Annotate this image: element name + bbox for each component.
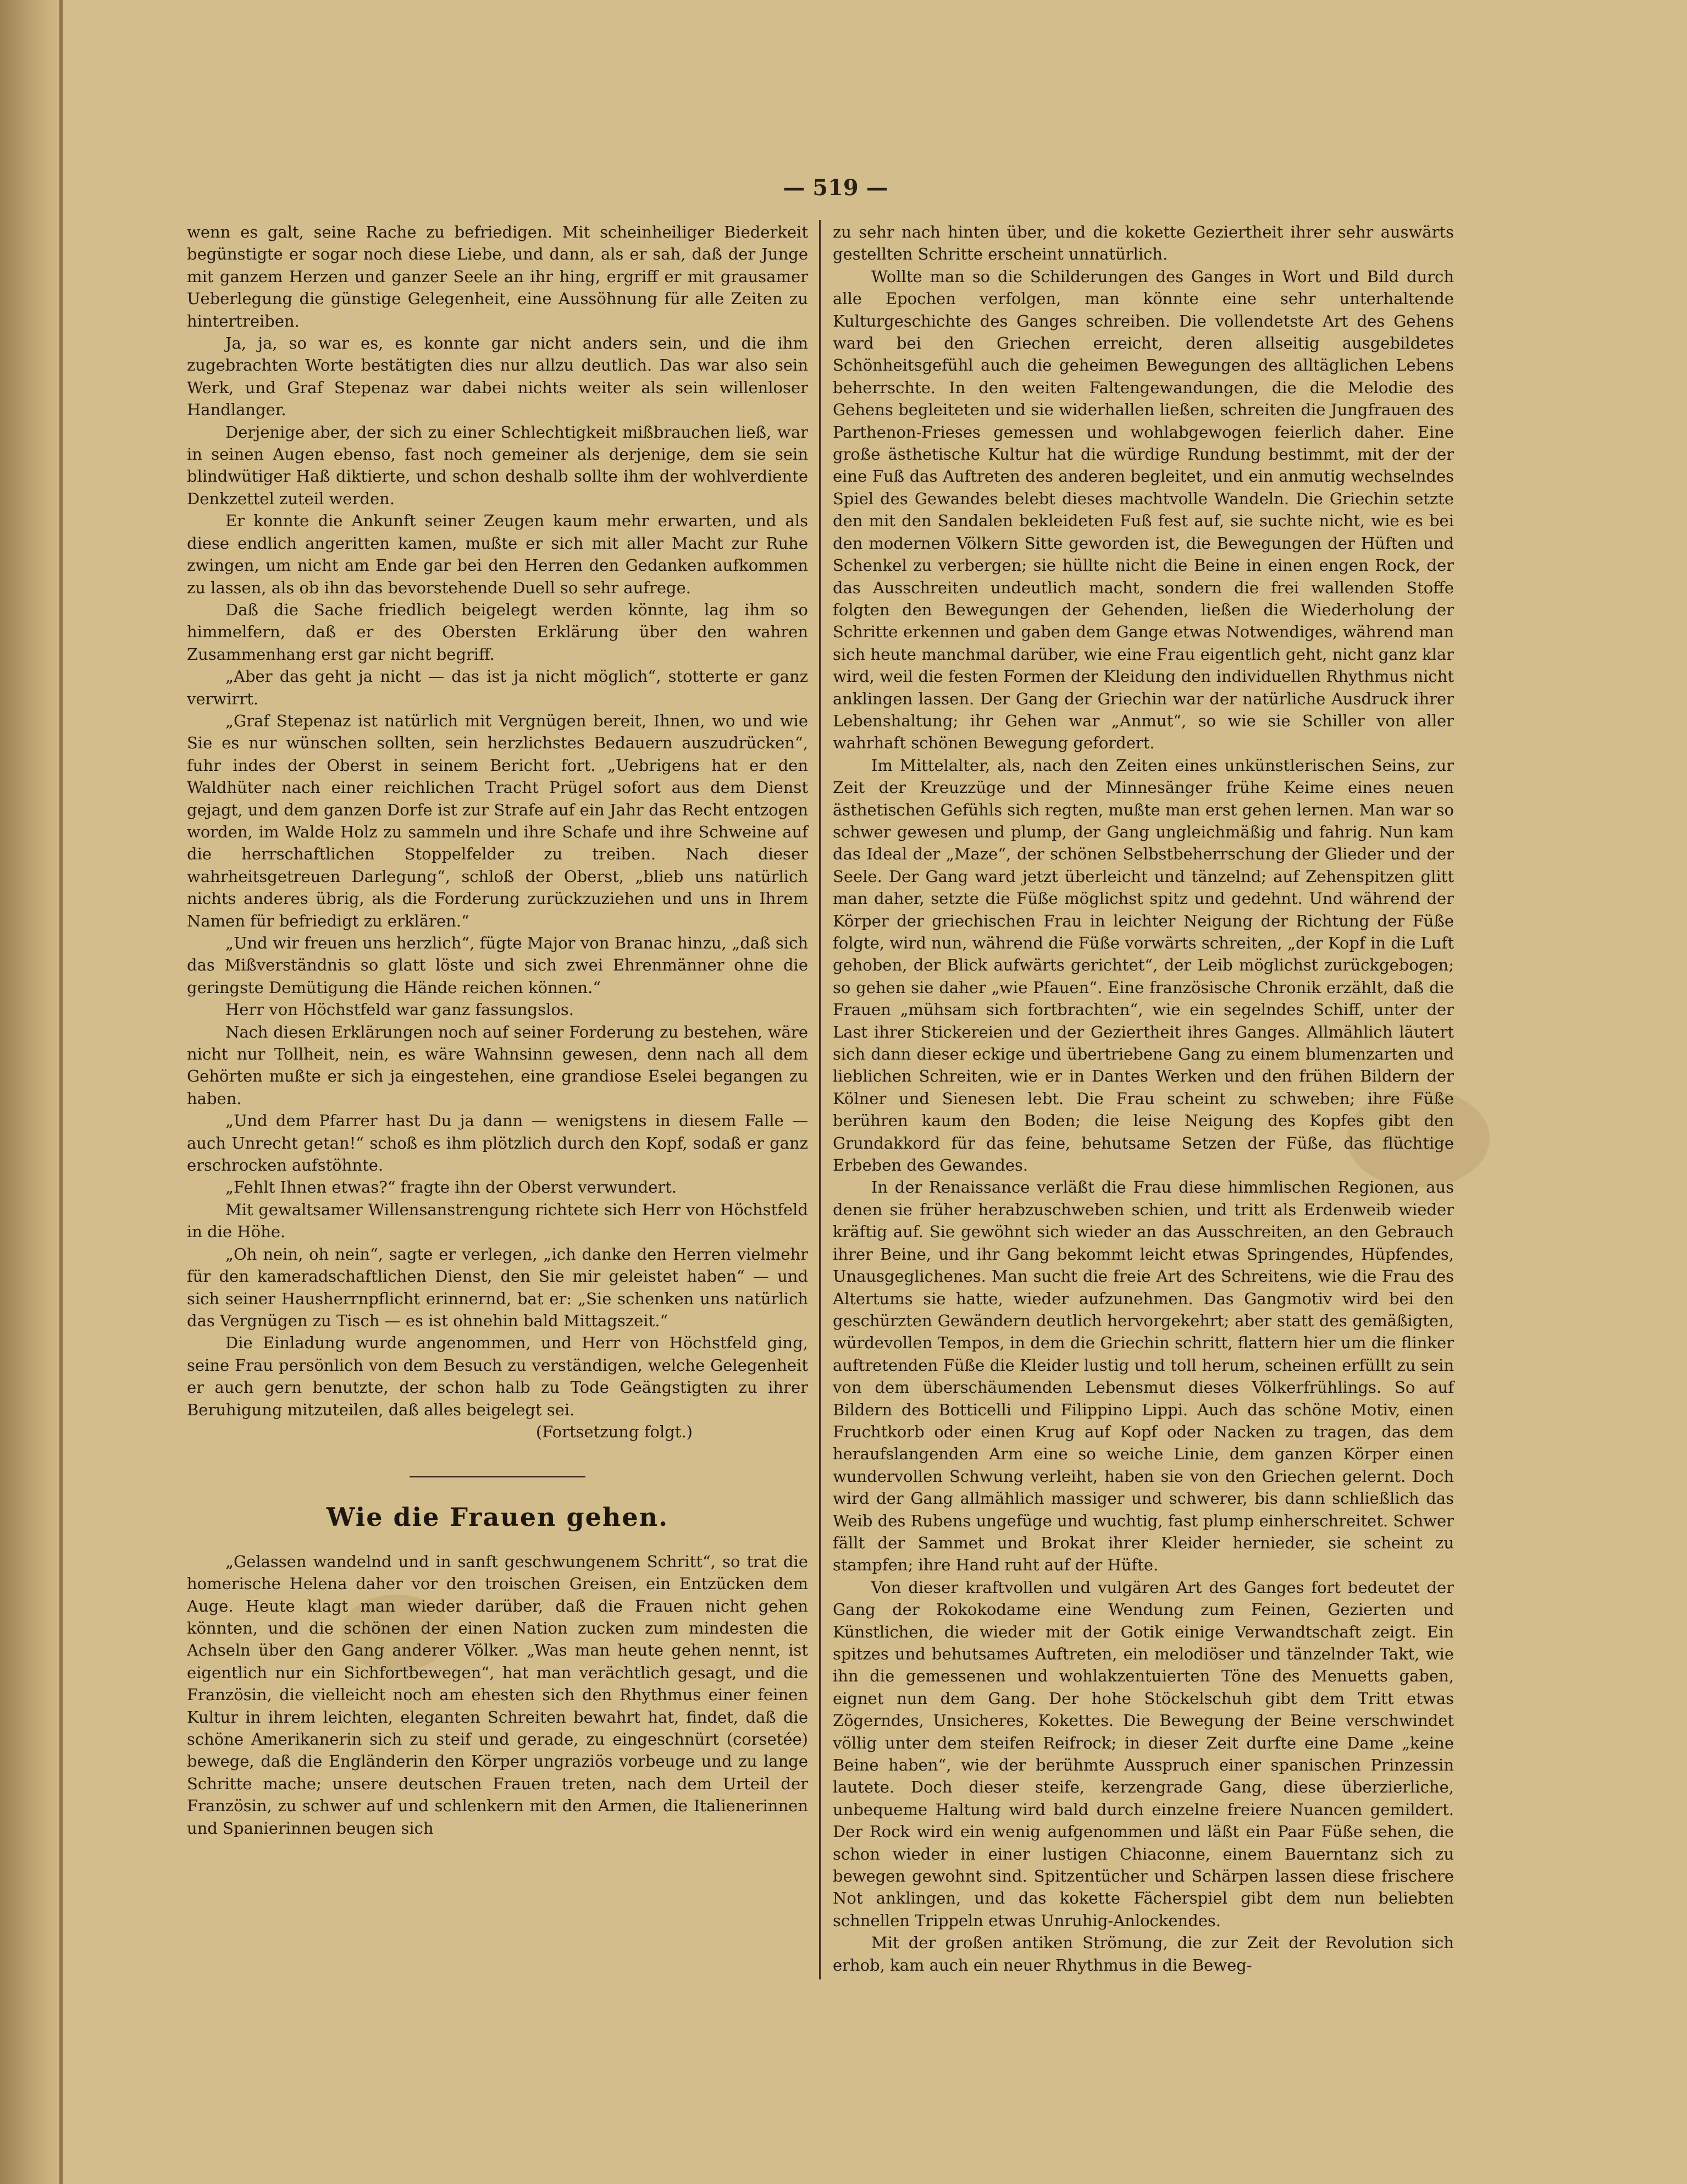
page-number: — 519 —: [783, 175, 888, 201]
paragraph: In der Renaissance verläßt die Frau diese himmlischen Regionen, aus denen sie früher herabzuschweben schien, und tritt als Erdenweib wieder kräftig auf. Sie gewöhnt sich wieder an das Ausschreiten, an den Gebrauch ihrer Beine, und ihr Gang bekommt leicht etwas Springendes, Hüpfendes, Unausgeglichenes. Man sucht die freie Art des Schreitens, wie die Frau des Altertums sie hatte, wieder aufzunehmen. Das Gangmotiv wird bei den geschürzten Gewändern deutlich hervorgekehrt; aber statt des gemäßigten, würdevollen Tempos, in dem die Griechin schritt, flattern hier um die flinker auftretenden Füße die Kleider lustig und toll herum, scheinen erfüllt zu sein von dem überschäumenden Lebensmut dieses Völkerfrühlings. So auf Bildern des Botticelli und Filippino Lippi. Auch das schöne Motiv, einen Fruchtkorb oder einen Krug auf Kopf oder Nacken zu tragen, das dem heraufslangenden Arm eine so weiche Linie, dem ganzen Körper einen wundervollen Schwung verleiht, haben sie von den Griechen gelernt. Doch wird der Gang allmählich massiger und schwerer, bis dann schließlich das Weib des Rubens ungefüge und wuchtig, fast plump einherschreitet. Schwer fällt der Sammet und Brokat ihrer Kleider hernieder, sie scheint zu stampfen; ihre Hand ruht auf der Hüfte.: [833, 1178, 1454, 1575]
section-divider: [410, 1476, 585, 1477]
paragraph: Ja, ja, so war es, es konnte gar nicht anders sein, und die ihm zugebrachten Worte bestätigten dies nur allzu deutlich. Das war also sein Werk, und Graf Stepenaz war dabei nichts weiter als sein willenloser Handlanger.: [187, 334, 808, 420]
page-gutter: [0, 0, 66, 2184]
right-column: [833, 221, 1454, 1976]
paragraph: Derjenige aber, der sich zu einer Schlechtigkeit mißbrauchen ließ, war in seinen Augen ebenso, fast noch gemeiner als derjenige, dem sie sein blindwütiger Haß diktierte, und schon deshalb sollte ihm der wohlverdiente Denkzettel zuteil werden.: [187, 422, 808, 508]
paragraph: Von dieser kraftvollen und vulgären Art des Ganges fort bedeutet der Gang der Rokokodame eine Wendung zum Feinen, Gezierten und Künstlichen, die wieder mit der Gotik einige Verwandtschaft zeigt. Ein spitzes und behutsames Auftreten, ein melodiöser und tänzelnder Takt, wie ihn die gemessenen und wohlakzentuierten Töne des Menuetts gaben, eignet nun dem Gang. Der hohe Stöckelschuh gibt dem Tritt etwas Zögerndes, Unsicheres, Kokettes. Die Bewegung der Beine verschwindet völlig unter dem steifen Reifrock; in dieser Zeit durfte eine Dame „keine Beine haben“, wie der berühmte Ausspruch einer spanischen Prinzessin lautete. Doch dieser steife, kerzengrade Gang, diese überzierliche, unbequeme Haltung wird bald durch einzelne freiere Nuancen gemildert. Der Rock wird ein wenig aufgenommen und läßt ein Paar Füße sehen, die schon wieder in einer lustigen Chiaconne, einem Bauerntanz sich zu bewegen gewohnt sind. Spitzentücher und Schärpen lassen diese frischere Not anklingen, und das kokette Fächerspiel gibt dem nun beliebten schnellen Trippeln etwas Unruhig-Anlockendes.: [833, 1578, 1454, 1930]
paragraph: „Fehlt Ihnen etwas?“ fragte ihn der Oberst verwundert.: [225, 1178, 677, 1197]
paragraph: „Aber das geht ja nicht — das ist ja nicht möglich“, stotterte er ganz verwirrt.: [187, 667, 808, 708]
paragraph: wenn es galt, seine Rache zu befriedigen. Mit scheinheiliger Biederkeit begünstigte er sogar noch diese Liebe, und dann, als er sah, daß der Junge mit ganzem Herzen und ganzer Seele an ihr hing, ergriff er mit grausamer Ueberlegung die günstige Gelegenheit, eine Aussöhnung für alle Zeiten zu hintertreiben.: [187, 223, 808, 330]
paragraph: Mit gewaltsamer Willensanstrengung richtete sich Herr von Höchstfeld in die Höhe.: [187, 1200, 808, 1242]
column-divider: [819, 220, 821, 1979]
paragraph: Daß die Sache friedlich beigelegt werden könnte, lag ihm so himmelfern, daß er des Obersten Erklärung über den wahren Zusammenhang erst gar nicht begriff.: [187, 600, 808, 664]
gutter-fold: [59, 0, 63, 2184]
paragraph: „Und wir freuen uns herzlich“, fügte Major von Branac hinzu, „daß sich das Mißverständnis so glatt löste und sich zwei Ehrenmänner ohne die geringste Demütigung die Hände reichen können.“: [187, 934, 808, 997]
paragraph: Mit der großen antiken Strömung, die zur Zeit der Revolution sich erhob, kam auch ein neuer Rhythmus in die Beweg-: [833, 1933, 1454, 1975]
paragraph: Er konnte die Ankunft seiner Zeugen kaum mehr erwarten, und als diese endlich angeritten kamen, mußte er sich mit aller Macht zur Ruhe zwingen, um nicht am Ende gar bei den Herren den Gedanken aufkommen zu lassen, als ob ihn das bevorstehende Duell so sehr aufrege.: [187, 511, 808, 597]
left-column: [187, 221, 808, 1839]
paragraph: „Oh nein, oh nein“, sagte er verlegen, „ich danke den Herren vielmehr für den kameradschaftlichen Dienst, den Sie mir geleistet haben“ — und sich seiner Hausherrnpflicht erinnernd, bat er: „Sie schenken uns natürlich das Vergnügen zu Tisch — es ist ohnehin bald Mittagszeit.“: [187, 1244, 808, 1330]
article-title: Wie die Frauen gehen.: [326, 1502, 669, 1532]
continuation-note: (Fortsetzung folgt.): [535, 1422, 693, 1441]
paragraph: Im Mittelalter, als, nach den Zeiten eines unkünstlerischen Seins, zur Zeit der Kreuzzüge und der Minnesänger frühe Keime eines neuen ästhetischen Gefühls sich regten, mußte man erst gehen lernen. Man war so schwer gewesen und plump, der Gang ungleichmäßig und fahrig. Nun kam das Ideal der „Maze“, der schönen Selbstbeherrschung der Glieder und der Seele. Der Gang ward jetzt überleicht und tänzelnd; auf Zehenspitzen glitt man daher, setzte die Füße möglichst spitz und gedehnt. Und während der Körper der griechischen Frau in leichter Neigung der Richtung der Füße folgte, wird nun, während die Füße vorwärts schreiten, „der Kopf in die Luft gehoben, der Blick aufwärts gerichtet“, der Leib möglichst zurückgebogen; so gehen sie daher „wie Pfauen“. Eine französische Chronik erzählt, daß die Frauen „mühsam sich fortbrachten“, wie ein segelndes Schiff, unter der Last ihrer Stickereien und der Geziertheit ihres Ganges. Allmählich läutert sich dann dieser eckige und übertriebene Gang zu einem blumenzarten und lieblichen Schreiten, wie er in Dantes Werken und den frühen Bildern der Kölner und Sienesen lebt. Die Frau scheint zu schweben; ihre Füße berühren kaum den Boden; die leise Neigung des Kopfes gibt den Grundakkord für das feine, behutsame Setzen der Füße, das flüchtige Erbeben des Gewandes.: [833, 755, 1454, 1175]
paragraph: Die Einladung wurde angenommen, und Herr von Höchstfeld ging, seine Frau persönlich von dem Besuch zu verständigen, welche Gelegenheit er auch gern benutzte, der schon halb zu Tode Geängstigten zu ihrer Beruhigung mitzuteilen, daß alles beigelegt sei.: [187, 1333, 808, 1419]
paragraph: Nach diesen Erklärungen noch auf seiner Forderung zu bestehen, wäre nicht nur Tollheit, nein, es wäre Wahnsinn gewesen, denn nach all dem Gehörten mußte er sich ja eingestehen, eine grandiose Eselei begangen zu haben.: [187, 1022, 808, 1108]
article-paragraph: „Gelassen wandelnd und in sanft geschwungenem Schritt“, so trat die homerische Helena daher vor den troischen Greisen, ein Entzücken dem Auge. Heute klagt man wieder darüber, daß die Frauen nicht gehen könnten, und die schönen der einen Nation zucken zum mindesten die Achseln über den Gang anderer Völker. „Was man heute gehen nennt, ist eigentlich nur ein Sichfortbewegen“, hat man verächtlich gesagt, und die Französin, die vielleicht noch am ehesten sich den Rhythmus einer feinen Kultur in ihrem leichten, eleganten Schreiten bewahrt hat, findet, daß die schöne Amerikanerin sich zu steif und gerade, zu eingeschnürt (corsetée) bewege, daß die Engländerin den Körper ungraziös vorbeuge und zu lange Schritte mache; unsere deutschen Frauen treten, nach dem Urteil der Französin, zu schwer auf und schlenkern mit den Armen, die Italienerinnen und Spanierinnen beugen sich: [187, 1552, 808, 1838]
paragraph: Wollte man so die Schilderungen des Ganges in Wort und Bild durch alle Epochen verfolgen, man könnte eine sehr unterhaltende Kulturgeschichte des Ganges schreiben. Die vollendetste Art des Gehens ward bei den Griechen erreicht, deren allseitig ausgebildetes Schönheitsgefühl auch die geheimen Bewegungen des alltäglichen Lebens beherrschte. In den weiten Faltengewandungen, die die Melodie des Gehens begleiteten und sie widerhallen ließen, schreiten die Jungfrauen des Parthenon-Frieses gemessen und wohlabgewogen feierlich daher. Eine große ästhetische Kultur hat die würdige Rundung bestimmt, mit der der eine Fuß das Auftreten des anderen begleitet, und ein anmutig wechselndes Spiel des Gewandes belebt dieses machtvolle Wandeln. Die Griechin setzte den mit den Sandalen bekleideten Fuß fest auf, sie suchte nicht, wie es bei den modernen Völkern Sitte geworden ist, die Bewegungen der Hüften und Schenkel zu verbergen; sie hüllte nicht die Beine in einen engen Rock, der das Ausschreiten undeutlich macht, sondern die frei wallenden Stoffe folgten den Bewegungen der Gehenden, ließen die Wiederholung der Schritte erkennen und gaben dem Gange etwas Notwendiges, während man sich heute manchmal darüber, wie eine Frau eigentlich geht, nicht ganz klar wird, weil die festen Formen der Kleidung den individuellen Rhythmus nicht anklingen lassen. Der Gang der Griechin war der natürliche Ausdruck ihrer Lebenshaltung; ihr Gehen war „Anmut“, so wie sie Schiller von aller wahrhaft schönen Bewegung gefordert.: [833, 267, 1454, 753]
paragraph: zu sehr nach hinten über, und die kokette Geziertheit ihrer sehr auswärts gestellten Schritte erscheint unnatürlich.: [833, 223, 1454, 264]
paragraph: „Graf Stepenaz ist natürlich mit Vergnügen bereit, Ihnen, wo und wie Sie es nur wünschen sollten, sein herzlichstes Bedauern auszudrücken“, fuhr indes der Oberst in seinem Bericht fort. „Uebrigens hat er den Waldhüter nach einer reichlichen Tracht Prügel sofort aus dem Dienst gejagt, und dem ganzen Dorfe ist zur Strafe auf ein Jahr das Recht entzogen worden, im Walde Holz zu sammeln und ihre Schafe und ihre Schweine auf die herrschaftlichen Stoppelfelder zu treiben. Nach dieser wahrheitsgetreuen Darlegung“, schloß der Oberst, „blieb uns natürlich nichts anderes übrig, als die Forderung zurückzuziehen und uns in Ihrem Namen für befriedigt zu erklären.“: [187, 711, 808, 930]
paragraph: „Und dem Pfarrer hast Du ja dann — wenigstens in diesem Falle — auch Unrecht getan!“ schoß es ihm plötzlich durch den Kopf, sodaß er ganz erschrocken aufstöhnte.: [187, 1111, 808, 1175]
paragraph: Herr von Höchstfeld war ganz fassungslos.: [225, 1000, 574, 1019]
